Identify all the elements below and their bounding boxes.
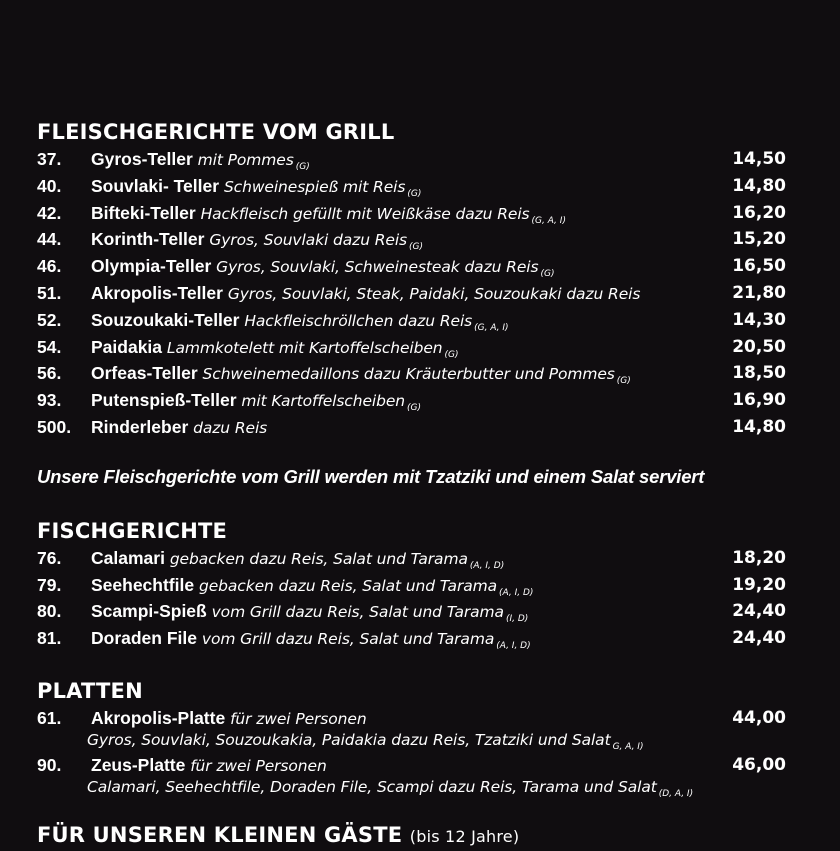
item-price: 14,80 — [732, 175, 786, 196]
item-allergens: (G) — [295, 162, 310, 172]
item-allergens: (G) — [407, 403, 421, 414]
menu-item — [37, 173, 797, 200]
item-number: 79. — [37, 574, 62, 595]
item-price: 24,40 — [732, 601, 786, 622]
item-name: Scampi-Spieß — [91, 601, 207, 622]
item-allergens: (G, A, I) — [531, 215, 566, 226]
menu-item — [37, 226, 797, 253]
item-name: Akropolis-Teller — [91, 282, 223, 303]
item-number: 52. — [37, 309, 62, 330]
menu-item — [37, 545, 797, 572]
item-price: 18,20 — [732, 547, 786, 568]
menu-item — [37, 334, 797, 361]
menu-item — [37, 598, 797, 625]
menu-item — [37, 200, 797, 227]
section-fischgerichte — [37, 517, 797, 652]
item-allergens: (D, A, I) — [658, 788, 694, 799]
menu-item — [37, 253, 797, 280]
item-number: 56. — [37, 363, 62, 384]
menu-item — [37, 360, 797, 387]
menu-page — [37, 118, 797, 849]
item-subline — [37, 776, 797, 799]
section-title-text: FÜR UNSEREN KLEINEN GÄSTE — [37, 822, 403, 847]
menu-item — [37, 705, 797, 732]
item-price: 24,40 — [732, 628, 786, 649]
item-number: 500. — [37, 416, 72, 437]
item-price: 14,50 — [732, 149, 786, 169]
item-price: 16,20 — [732, 202, 786, 223]
section-subtitle: (bis 12 Jahre) — [409, 826, 520, 846]
item-description: gebacken dazu Reis, Salat und Tarama — [198, 576, 498, 595]
menu-item — [37, 307, 797, 334]
item-name: Bifteki-Teller — [91, 202, 196, 223]
menu-item — [37, 752, 797, 779]
item-description: vom Grill dazu Reis, Salat und Tarama — [211, 603, 504, 622]
item-number: 37. — [37, 149, 62, 169]
item-allergens: G, A, I) — [612, 741, 644, 752]
item-price: 21,80 — [732, 282, 786, 303]
item-name: Rinderleber — [91, 416, 189, 437]
item-name: Zeus-Platte — [91, 754, 186, 775]
item-name: Doraden File — [91, 628, 197, 649]
item-description: Gyros, Souvlaki, Schweinesteak dazu Reis — [216, 258, 539, 277]
item-description: mit Pommes — [197, 151, 294, 169]
serving-note: Unsere Fleischgerichte vom Grill werden mit Tzatziki und einem Salat serviert — [37, 465, 705, 487]
item-allergens: (G) — [409, 242, 424, 253]
item-number: 61. — [37, 707, 62, 728]
item-price: 14,80 — [732, 416, 786, 437]
item-price: 15,20 — [732, 229, 786, 250]
item-price: 44,00 — [732, 707, 786, 728]
item-name: Akropolis-Platte — [91, 707, 226, 728]
item-subline — [37, 729, 797, 752]
item-price: 46,00 — [732, 754, 786, 775]
item-number: 90. — [37, 754, 62, 775]
menu-item — [37, 625, 797, 652]
item-description: Gyros, Souvlaki dazu Reis — [209, 231, 408, 250]
item-number: 93. — [37, 390, 62, 411]
item-name: Souvlaki- Teller — [91, 175, 220, 196]
section-kinder — [37, 821, 797, 849]
item-number: 40. — [37, 175, 62, 196]
item-description: gebacken dazu Reis, Salat und Tarama — [169, 549, 468, 568]
item-description: Gyros, Souvlaki, Steak, Paidaki, Souzoukaki dazu Reis — [227, 284, 641, 303]
item-allergens: (G) — [540, 269, 555, 280]
item-subline-text: Gyros, Souvlaki, Souzoukakia, Paidakia dazu Reis, Tzatziki und Salat — [87, 730, 611, 749]
item-name: Souzoukaki-Teller — [91, 309, 240, 330]
section-platten — [37, 677, 797, 799]
item-number: 42. — [37, 202, 62, 223]
item-description: Hackfleischröllchen dazu Reis — [244, 311, 473, 330]
item-name: Putenspieß-Teller — [91, 390, 237, 411]
item-allergens: (A, I, D) — [469, 560, 505, 571]
menu-item — [37, 280, 797, 307]
item-name: Orfeas-Teller — [91, 363, 198, 384]
item-description: für zwei Personen — [230, 709, 367, 728]
item-price: 20,50 — [732, 336, 786, 357]
item-name: Calamari — [91, 547, 165, 568]
item-allergens: (I, D) — [505, 614, 529, 625]
section-title: FISCHGERICHTE — [37, 518, 228, 543]
item-price: 18,50 — [732, 363, 786, 384]
item-price: 14,30 — [732, 309, 786, 330]
item-allergens: (A, I, D) — [499, 587, 534, 598]
item-description: Schweinemedaillons dazu Kräuterbutter und Pommes — [202, 365, 615, 384]
item-number: 76. — [37, 547, 62, 568]
item-name: Paidakia — [91, 336, 163, 357]
section-title: FLEISCHGERICHTE VOM GRILL — [37, 120, 395, 144]
item-name: Korinth-Teller — [91, 229, 205, 250]
section-title: PLATTEN — [37, 678, 143, 703]
menu-item — [37, 414, 797, 441]
item-number: 51. — [37, 282, 62, 303]
item-name: Seehechtfile — [91, 574, 195, 595]
menu-item — [37, 572, 797, 599]
item-description: für zwei Personen — [190, 756, 327, 775]
item-name: Gyros-Teller — [91, 149, 193, 169]
menu-item — [37, 387, 797, 414]
item-number: 80. — [37, 601, 62, 622]
item-name: Olympia-Teller — [91, 256, 212, 277]
section-fleischgerichte — [37, 118, 797, 491]
item-description: dazu Reis — [193, 418, 268, 437]
item-number: 54. — [37, 336, 62, 357]
item-description: Lammkotelett mit Kartoffelscheiben — [166, 338, 443, 357]
item-allergens: (A, I, D) — [496, 641, 531, 652]
item-number: 81. — [37, 628, 62, 649]
item-description: mit Kartoffelscheiben — [241, 392, 405, 411]
item-allergens: (G) — [444, 349, 459, 360]
item-description: Schweinespieß mit Reis — [223, 177, 406, 196]
item-price: 16,50 — [732, 256, 786, 277]
item-description: vom Grill dazu Reis, Salat und Tarama — [201, 630, 495, 649]
item-description: Hackfleisch gefüllt mit Weißkäse dazu Reis — [200, 204, 530, 223]
item-price: 16,90 — [732, 390, 786, 411]
item-allergens: (G, A, I) — [474, 322, 509, 333]
item-number: 46. — [37, 256, 62, 277]
item-allergens: (G) — [407, 188, 422, 199]
item-price: 19,20 — [732, 574, 786, 595]
section-title — [37, 821, 797, 849]
menu-item — [37, 146, 797, 173]
item-number: 44. — [37, 229, 62, 250]
item-subline-text: Calamari, Seehechtfile, Doraden File, Scampi dazu Reis, Tarama und Salat — [87, 777, 657, 796]
item-allergens: (G) — [616, 376, 631, 387]
